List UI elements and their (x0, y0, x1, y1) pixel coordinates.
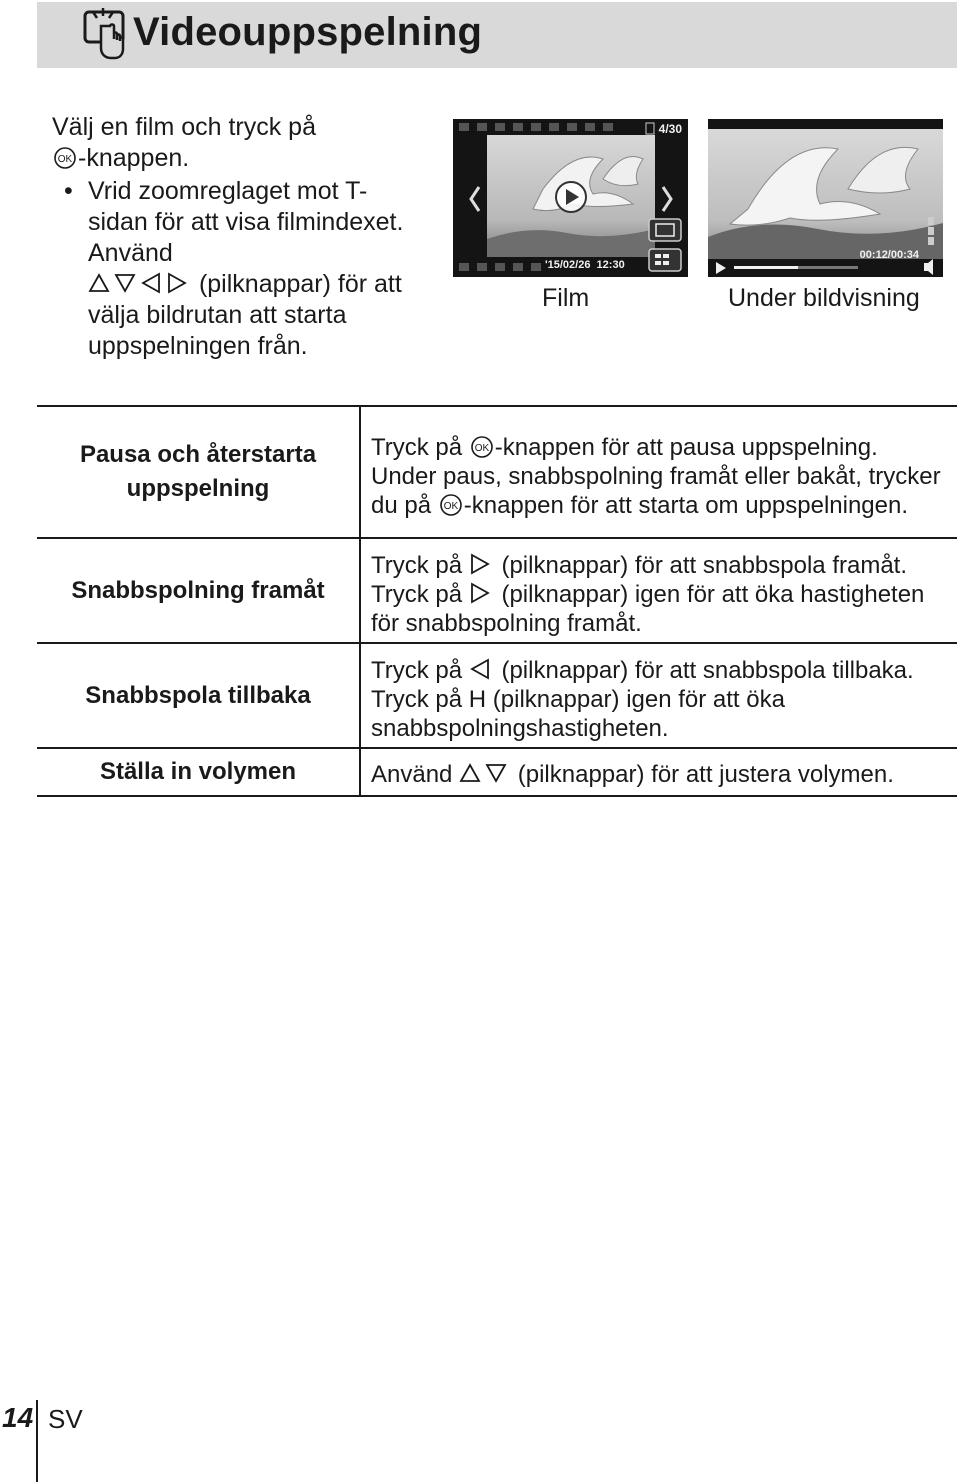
playback-caption: Under bildvisning (728, 284, 920, 312)
svg-text:OK: OK (443, 500, 458, 512)
left-arrow-icon (140, 272, 162, 294)
playback-time: 00:12/00:34 (859, 249, 919, 261)
row-desc-part: Tryck på (371, 657, 463, 684)
intro-bullet (52, 176, 422, 362)
table-row (37, 538, 957, 643)
playback-controls-table (37, 405, 957, 797)
table-row (37, 643, 957, 748)
row-label: Snabbspolning framåt (37, 538, 360, 643)
intro-line-2-text: -knappen. (78, 144, 190, 172)
down-arrow-icon (485, 762, 507, 784)
table-row (37, 748, 957, 796)
up-arrow-icon (88, 272, 110, 294)
row-description (360, 406, 957, 538)
playback-screen (708, 119, 943, 277)
row-desc-part: (pilknappar) för att snabbspola tillbaka. Tryck på H (pilknappar) igen för att öka snabbspolningshastigheten. (371, 657, 914, 742)
bullet-text-2: (pilknappar) för att välja bildrutan att starta uppspelningen från. (88, 270, 402, 360)
svg-text:OK: OK (474, 442, 490, 454)
row-label: Snabbspola tillbaka (37, 643, 360, 748)
up-arrow-icon (459, 762, 481, 784)
row-description (360, 748, 957, 796)
film-caption: Film (542, 284, 590, 312)
row-desc-part: -knappen för att starta om uppspelningen. (463, 491, 909, 519)
intro-line-2 (52, 143, 422, 174)
page-number: 14 (2, 1402, 34, 1433)
frame-counter: 4/30 (658, 122, 682, 136)
intro-instructions (52, 112, 422, 362)
bullet-text (88, 176, 422, 362)
row-label: Pausa och återstarta uppspelning (37, 406, 360, 538)
table-row (37, 406, 957, 538)
frame-datetime: '15/02/26 12:30 (545, 259, 625, 271)
section-header (37, 2, 957, 68)
row-desc-part: (pilknappar) för att justera volymen. (517, 760, 894, 788)
down-arrow-icon (114, 272, 136, 294)
svg-text:OK: OK (57, 154, 73, 165)
language-code: SV (48, 1404, 83, 1434)
bullet-dot: • (64, 177, 73, 205)
ok-button-icon (469, 436, 495, 458)
intro-line-1: Välj en film och tryck på (52, 113, 316, 141)
right-arrow-icon (166, 272, 188, 294)
row-desc-part: Tryck på (371, 552, 463, 579)
footer-divider (36, 1400, 38, 1482)
row-description (360, 643, 957, 748)
row-desc-part: -knappen för att pausa uppspelning. Under paus, snabbspolning framåt eller bakåt, trycker du på (371, 433, 941, 519)
row-desc-part: (pilknappar) igen för att öka hastigheten för snabbspolning framåt. (371, 581, 925, 637)
page-title: Videouppspelning (133, 10, 483, 54)
film-index-image (453, 119, 688, 277)
row-desc-part: Använd (371, 760, 453, 788)
right-arrow-icon (469, 582, 491, 604)
row-desc-part: (pilknappar) för att snabbspola framåt. Tryck på (371, 552, 908, 608)
film-index-screen (453, 119, 688, 277)
right-arrow-icon (469, 553, 491, 575)
touch-hand-icon (83, 6, 127, 60)
left-arrow-icon (469, 658, 491, 680)
row-label: Ställa in volymen (37, 748, 360, 796)
ok-button-icon (438, 494, 464, 516)
ok-button-icon (52, 147, 78, 169)
row-desc-part: Tryck på (371, 433, 463, 461)
bullet-text-1: Vrid zoomreglaget mot T-sidan för att visa filmindexet. Använd (88, 177, 404, 267)
row-description (360, 538, 957, 643)
